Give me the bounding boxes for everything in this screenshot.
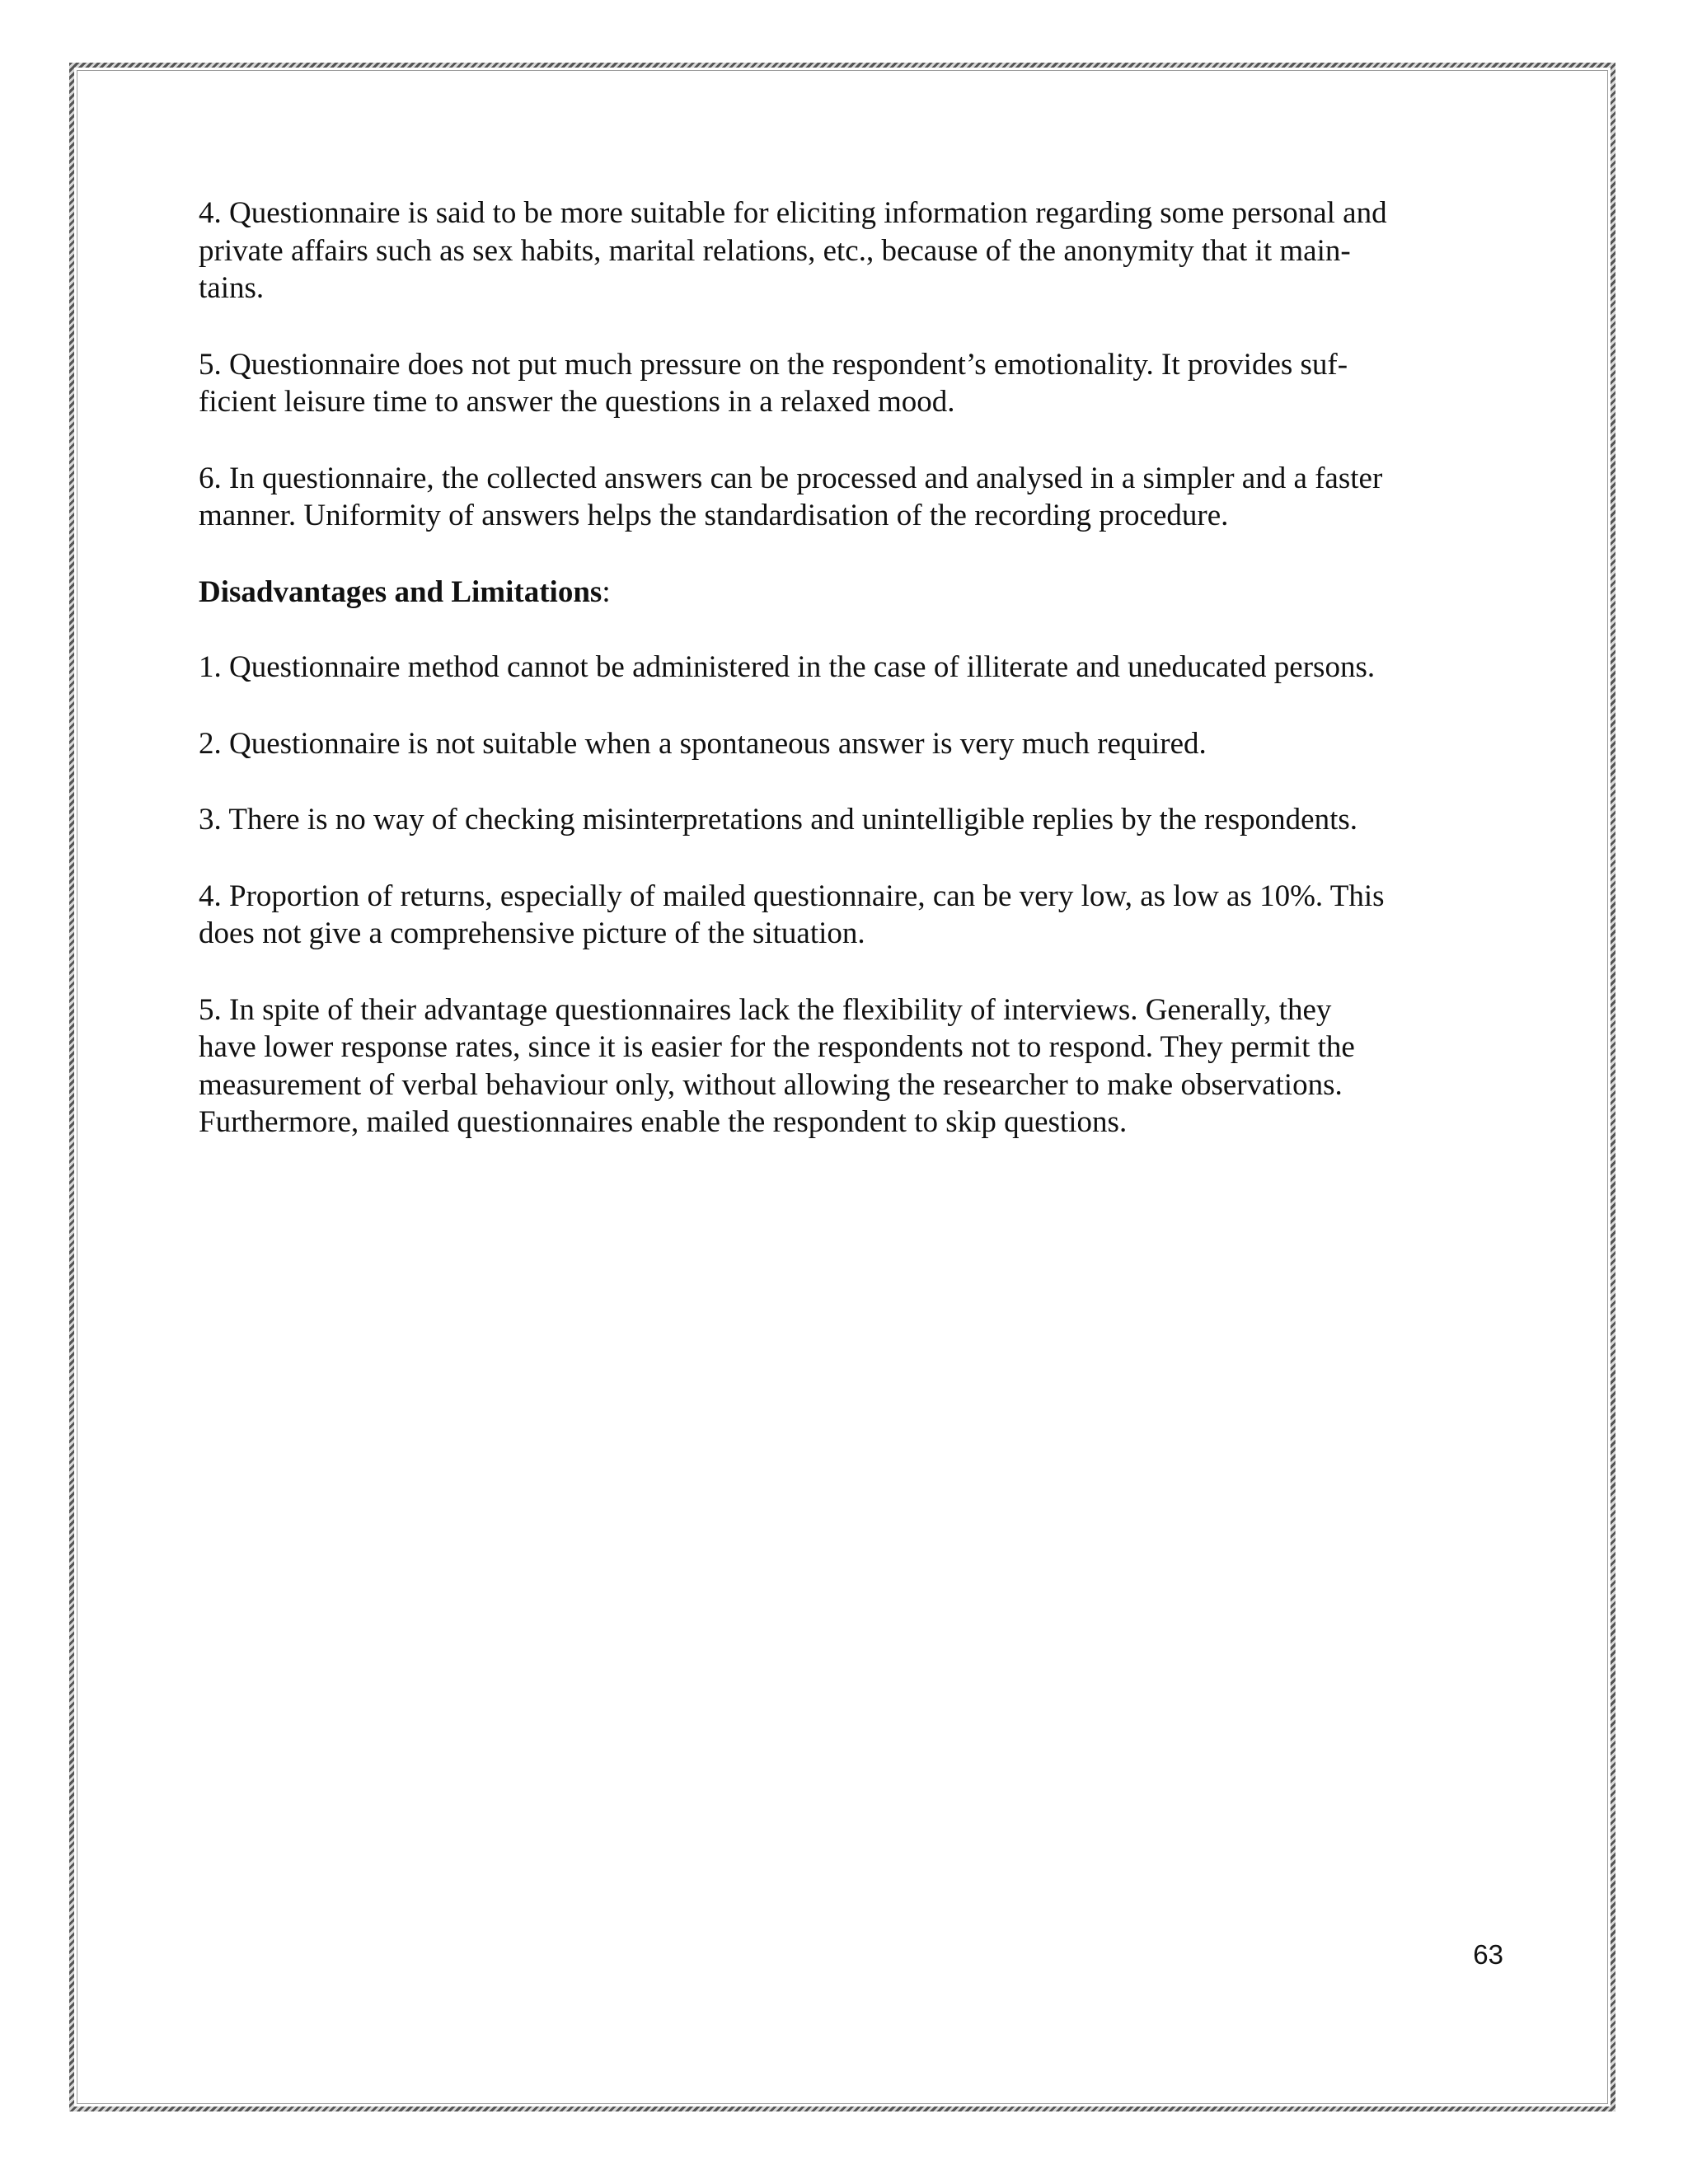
document-body <box>199 194 1501 1180</box>
section-heading <box>199 574 1501 612</box>
text-line: 2. Questionnaire is not suitable when a spontaneous answer is very much required. <box>199 726 1207 761</box>
text-line: Furthermore, mailed questionnaires enable the respondent to skip questions. <box>199 1105 1128 1139</box>
text-line: measurement of verbal behaviour only, without allowing the researcher to make observations. <box>199 1067 1343 1102</box>
text-line: have lower response rates, since it is easier for the respondents not to respond. They permit the <box>199 1030 1355 1064</box>
text-line: 6. In questionnaire, the collected answers can be processed and analysed in a simpler and a faster <box>199 461 1383 495</box>
text-line: ficient leisure time to answer the questions in a relaxed mood. <box>199 385 955 419</box>
text-line: manner. Uniformity of answers helps the standardisation of the recording procedure. <box>199 499 1229 532</box>
text-line: tains. <box>199 271 265 305</box>
advantage-item-5 <box>199 346 1501 421</box>
text-line: 1. Questionnaire method cannot be administered in the case of illiterate and uneducated persons. <box>199 650 1376 684</box>
advantage-item-6 <box>199 460 1501 535</box>
disadvantage-item-5 <box>199 991 1501 1141</box>
section-heading-text: Disadvantages and Limitations <box>199 574 603 609</box>
text-line: private affairs such as sex habits, marital relations, etc., because of the anonymity that it main- <box>199 233 1351 268</box>
text-line: 4. Questionnaire is said to be more suitable for eliciting information regarding some personal and <box>199 196 1387 230</box>
text-line: does not give a comprehensive picture of the situation. <box>199 916 865 950</box>
disadvantage-item-1 <box>199 649 1501 687</box>
page-number: 63 <box>1473 1939 1503 1970</box>
disadvantage-item-2 <box>199 725 1501 763</box>
text-line: 5. In spite of their advantage questionnaires lack the flexibility of interviews. Generally, they <box>199 992 1332 1027</box>
text-line: 4. Proportion of returns, especially of mailed questionnaire, can be very low, as low as 10%. This <box>199 879 1385 913</box>
advantage-item-4 <box>199 194 1501 307</box>
disadvantage-item-3 <box>199 801 1501 839</box>
section-heading-colon: : <box>602 574 611 609</box>
text-line: 5. Questionnaire does not put much pressure on the respondent’s emotionality. It provides suf- <box>199 347 1348 382</box>
disadvantage-item-4 <box>199 878 1501 953</box>
text-line: 3. There is no way of checking misinterpretations and unintelligible replies by the respondents. <box>199 803 1357 837</box>
